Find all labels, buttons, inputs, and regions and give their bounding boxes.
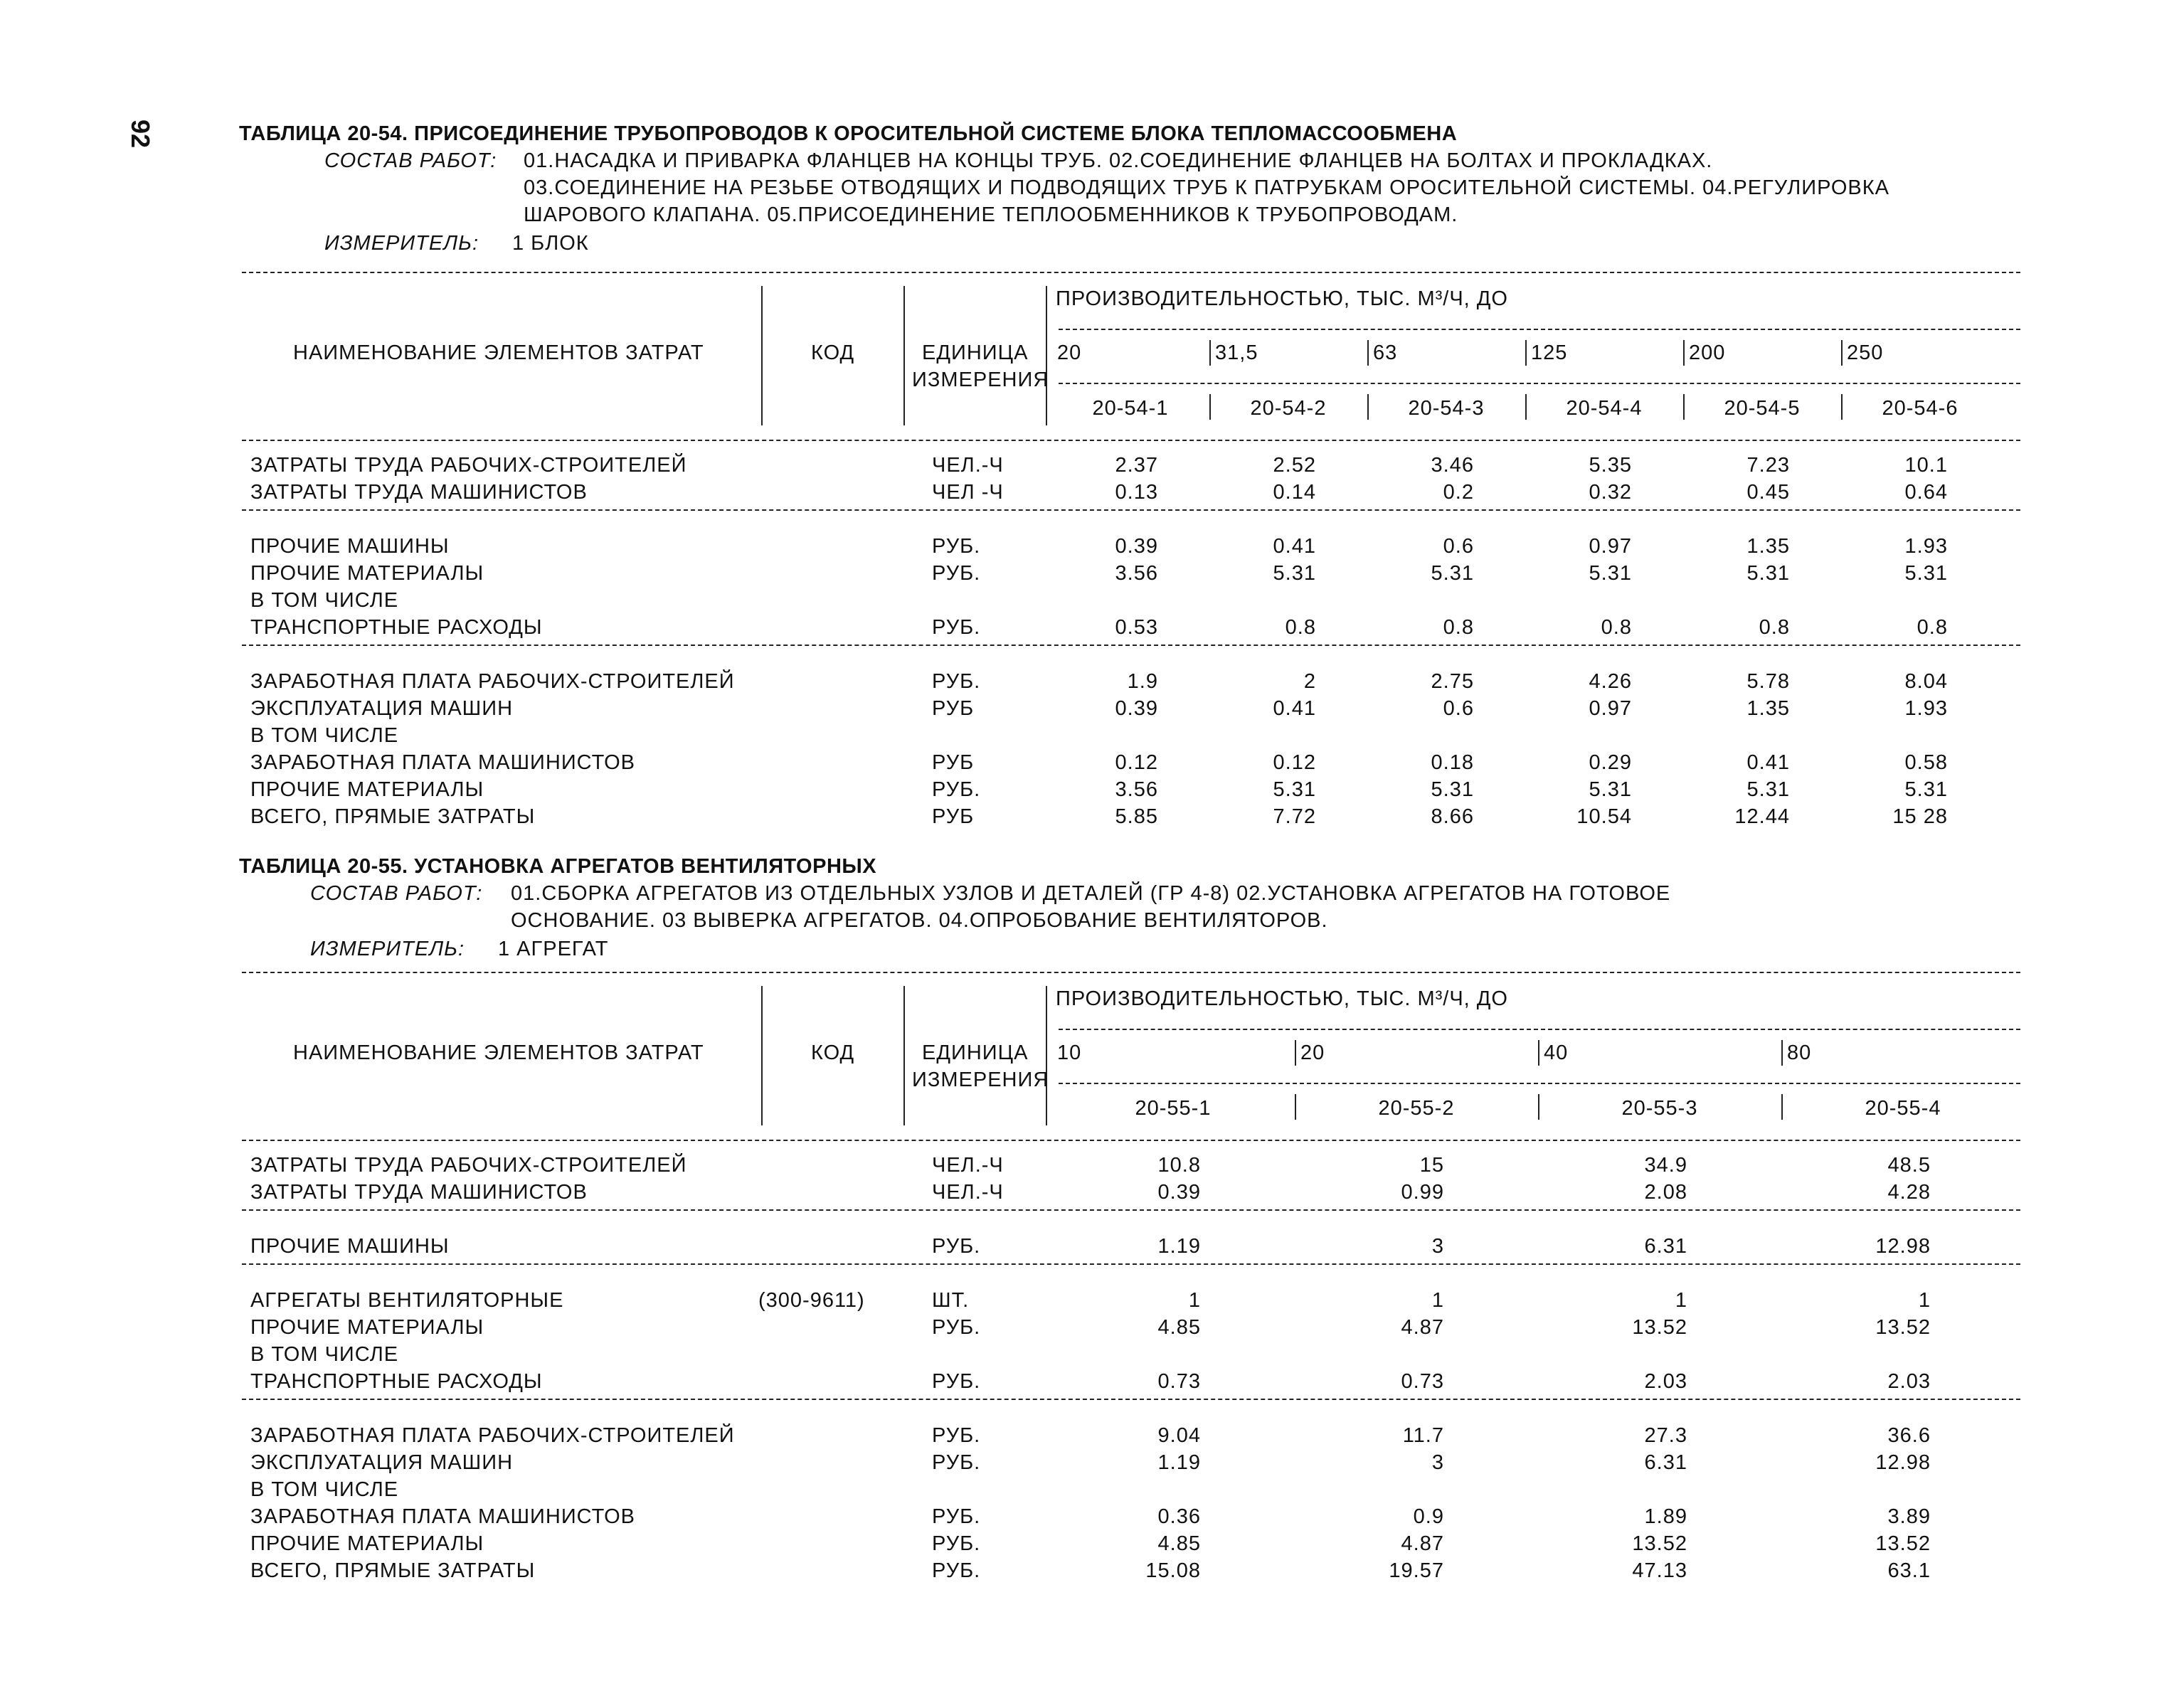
row-value: 0.36	[1157, 1505, 1201, 1528]
row-value: 5.31	[1431, 562, 1474, 585]
row-value: 7.23	[1746, 454, 1790, 477]
row-unit: РУБ	[932, 751, 975, 774]
row-unit: ЧЕЛ.-Ч	[932, 1154, 1004, 1177]
row-name: ЭКСПЛУАТАЦИЯ МАШИН	[250, 697, 514, 720]
column-bar	[1295, 1040, 1296, 1066]
row-value: 48.5	[1887, 1154, 1931, 1177]
table-row	[0, 1289, 2184, 1316]
row-name: ПРОЧИЕ МАТЕРИАЛЫ	[250, 1316, 484, 1339]
header-bar	[1046, 986, 1047, 1125]
row-value: 8.66	[1431, 805, 1474, 828]
table-row	[0, 670, 2184, 697]
row-value: 47.13	[1632, 1559, 1687, 1582]
row-value: 3.89	[1887, 1505, 1931, 1528]
header-name: НАИМЕНОВАНИЕ ЭЛЕМЕНТОВ ЗАТРАТ	[293, 341, 704, 364]
row-value: 1	[1188, 1289, 1201, 1312]
row-value: 5.31	[1589, 562, 1632, 585]
separator	[242, 1399, 2020, 1400]
row-value: 0.6	[1443, 535, 1474, 558]
row-value: 0.14	[1273, 481, 1316, 504]
row-value: 13.52	[1875, 1316, 1931, 1339]
row-value: 3	[1431, 1235, 1444, 1258]
row-value: 9.04	[1157, 1424, 1201, 1447]
row-name: ПРОЧИЕ МАТЕРИАЛЫ	[250, 562, 484, 585]
header-unit-1: ЕДИНИЦА	[922, 1041, 1029, 1064]
column-bar	[1525, 340, 1527, 366]
row-name: ПРОЧИЕ МАШИНЫ	[250, 1235, 450, 1258]
row-value: 1.19	[1157, 1451, 1201, 1474]
row-unit: ЧЕЛ.-Ч	[932, 454, 1004, 477]
row-value: 0.8	[1443, 616, 1474, 639]
header-column-code: 20-54-4	[1566, 397, 1643, 420]
row-value: 0.12	[1115, 751, 1158, 774]
row-value: 4.85	[1157, 1532, 1201, 1555]
row-unit: РУБ.	[932, 1559, 981, 1582]
header-size: 40	[1544, 1041, 1569, 1064]
table-row	[0, 589, 2184, 616]
row-value: 0.8	[1917, 616, 1948, 639]
table-row	[0, 1424, 2184, 1451]
row-name: ПРОЧИЕ МАШИНЫ	[250, 535, 450, 558]
table-row	[0, 1505, 2184, 1532]
column-bar	[1209, 394, 1211, 420]
row-unit: РУБ	[932, 697, 975, 720]
row-value: 1.93	[1904, 697, 1948, 720]
row-unit: РУБ.	[932, 1424, 981, 1447]
t2-works-line-2: ОСНОВАНИЕ. 03 ВЫВЕРКА АГРЕГАТОВ. 04.ОПРОБОВАНИЕ ВЕНТИЛЯТОРОВ.	[511, 909, 1328, 932]
row-value: 5.31	[1273, 562, 1316, 585]
t1-works-line-3: ШАРОВОГО КЛАПАНА. 05.ПРИСОЕДИНЕНИЕ ТЕПЛООБМЕННИКОВ К ТРУБОПРОВОДАМ.	[524, 203, 1458, 226]
column-bar	[1209, 340, 1211, 366]
row-value: 5.31	[1746, 778, 1790, 801]
row-name: В ТОМ ЧИСЛЕ	[250, 589, 399, 612]
column-bar	[1781, 1094, 1783, 1120]
header-capacity: ПРОИЗВОДИТЕЛЬНОСТЬЮ, ТЫС. М³/Ч, ДО	[1056, 287, 1508, 310]
row-unit: РУБ.	[932, 1451, 981, 1474]
row-value: 6.31	[1644, 1235, 1687, 1258]
row-value: 10.1	[1904, 454, 1948, 477]
row-unit: РУБ.	[932, 1235, 981, 1258]
row-name: ЗАТРАТЫ ТРУДА РАБОЧИХ-СТРОИТЕЛЕЙ	[250, 1154, 687, 1177]
row-name: ЗАРАБОТНАЯ ПЛАТА МАШИНИСТОВ	[250, 1505, 635, 1528]
separator	[242, 272, 2020, 273]
row-value: 0.39	[1115, 697, 1158, 720]
row-value: 1.89	[1644, 1505, 1687, 1528]
row-value: 0.58	[1904, 751, 1948, 774]
column-bar	[1683, 340, 1685, 366]
row-value: 1.35	[1746, 535, 1790, 558]
t1-works-label: СОСТАВ РАБОТ:	[324, 149, 497, 172]
separator	[242, 1263, 2020, 1265]
page-number: 92	[126, 120, 155, 149]
row-value: 1.19	[1157, 1235, 1201, 1258]
row-value: 6.31	[1644, 1451, 1687, 1474]
header-size: 31,5	[1215, 341, 1258, 364]
header-unit-2: ИЗМЕРЕНИЯ	[912, 1068, 1049, 1091]
separator	[242, 645, 2020, 646]
row-name: В ТОМ ЧИСЛЕ	[250, 1478, 399, 1501]
header-unit-1: ЕДИНИЦА	[922, 341, 1029, 364]
row-value: 5.31	[1904, 562, 1948, 585]
table-row	[0, 751, 2184, 778]
column-bar	[1781, 1040, 1783, 1066]
t1-measure-label: ИЗМЕРИТЕЛЬ:	[324, 232, 479, 255]
table-row	[0, 616, 2184, 643]
header-column-code: 20-54-3	[1408, 397, 1485, 420]
row-value: 0.6	[1443, 697, 1474, 720]
table-20-54-title: ТАБЛИЦА 20-54. ПРИСОЕДИНЕНИЕ ТРУБОПРОВОДОВ К ОРОСИТЕЛЬНОЙ СИСТЕМЕ БЛОКА ТЕПЛОМАССООБМЕНА	[239, 122, 1458, 145]
separator	[242, 972, 2020, 973]
table-row	[0, 1235, 2184, 1262]
row-value: 2	[1303, 670, 1316, 693]
row-value: 1	[1675, 1289, 1687, 1312]
header-bar	[761, 286, 763, 425]
row-name: ЗАРАБОТНАЯ ПЛАТА РАБОЧИХ-СТРОИТЕЛЕЙ	[250, 670, 735, 693]
table-row	[0, 1154, 2184, 1181]
column-bar	[1295, 1094, 1296, 1120]
row-value: 0.39	[1115, 535, 1158, 558]
separator	[1059, 1083, 2020, 1084]
row-value: 1.9	[1127, 670, 1158, 693]
row-value: 4.85	[1157, 1316, 1201, 1339]
table-row	[0, 1316, 2184, 1343]
table-row	[0, 778, 2184, 805]
row-value: 34.9	[1644, 1154, 1687, 1177]
header-bar	[903, 286, 905, 425]
table-row	[0, 562, 2184, 589]
row-name: АГРЕГАТЫ ВЕНТИЛЯТОРНЫЕ	[250, 1289, 564, 1312]
column-bar	[1841, 394, 1843, 420]
row-value: 8.04	[1904, 670, 1948, 693]
row-value: 3.46	[1431, 454, 1474, 477]
row-value: 0.2	[1443, 481, 1474, 504]
row-value: 5.31	[1904, 778, 1948, 801]
row-value: 2.75	[1431, 670, 1474, 693]
row-value: 1	[1918, 1289, 1931, 1312]
header-column-code: 20-54-1	[1092, 397, 1169, 420]
row-value: 7.72	[1273, 805, 1316, 828]
t1-measure-value: 1 БЛОК	[512, 232, 589, 255]
row-value: 5.31	[1273, 778, 1316, 801]
row-value: 12.98	[1875, 1451, 1931, 1474]
row-name: ЗАТРАТЫ ТРУДА МАШИНИСТОВ	[250, 481, 588, 504]
row-value: 5.78	[1746, 670, 1790, 693]
row-value: 5.85	[1115, 805, 1158, 828]
row-value: 0.8	[1601, 616, 1632, 639]
header-capacity: ПРОИЗВОДИТЕЛЬНОСТЬЮ, ТЫС. М³/Ч, ДО	[1056, 987, 1508, 1010]
row-unit: РУБ.	[932, 562, 981, 585]
row-name: ПРОЧИЕ МАТЕРИАЛЫ	[250, 778, 484, 801]
table-row	[0, 1478, 2184, 1505]
column-bar	[1367, 394, 1369, 420]
row-name: ЗАТРАТЫ ТРУДА РАБОЧИХ-СТРОИТЕЛЕЙ	[250, 454, 687, 477]
row-value: 2.37	[1115, 454, 1158, 477]
row-value: 1.35	[1746, 697, 1790, 720]
row-value: 2.52	[1273, 454, 1316, 477]
row-name: ЗАРАБОТНАЯ ПЛАТА МАШИНИСТОВ	[250, 751, 635, 774]
row-value: 0.8	[1285, 616, 1316, 639]
row-unit: ШТ.	[932, 1289, 970, 1312]
row-value: 63.1	[1887, 1559, 1931, 1582]
table-row	[0, 481, 2184, 508]
row-value: 15.08	[1145, 1559, 1201, 1582]
t1-works-line-1: 01.НАСАДКА И ПРИВАРКА ФЛАНЦЕВ НА КОНЦЫ ТРУБ. 02.СОЕДИНЕНИЕ ФЛАНЦЕВ НА БОЛТАХ И ПРОКЛАДКАХ.	[524, 149, 1713, 172]
row-value: 0.9	[1413, 1505, 1444, 1528]
column-bar	[1525, 394, 1527, 420]
header-size: 10	[1057, 1041, 1082, 1064]
header-size: 20	[1057, 341, 1082, 364]
column-bar	[1538, 1094, 1539, 1120]
column-bar	[1683, 394, 1685, 420]
row-name: ВСЕГО, ПРЯМЫЕ ЗАТРАТЫ	[250, 1559, 536, 1582]
row-value: 15	[1419, 1154, 1444, 1177]
header-column-code: 20-55-3	[1621, 1097, 1698, 1120]
row-unit: РУБ.	[932, 1505, 981, 1528]
row-value: 0.97	[1589, 697, 1632, 720]
column-bar	[1538, 1040, 1539, 1066]
header-unit-2: ИЗМЕРЕНИЯ	[912, 368, 1049, 391]
separator	[242, 1140, 2020, 1141]
header-bar	[903, 986, 905, 1125]
row-value: 3.56	[1115, 778, 1158, 801]
table-row	[0, 805, 2184, 832]
row-value: 12.98	[1875, 1235, 1931, 1258]
table-row	[0, 724, 2184, 751]
row-value: 4.26	[1589, 670, 1632, 693]
table-row	[0, 1559, 2184, 1586]
header-size: 63	[1373, 341, 1398, 364]
row-unit: РУБ.	[932, 535, 981, 558]
row-unit: РУБ.	[932, 670, 981, 693]
separator	[1059, 1029, 2020, 1030]
row-value: 13.52	[1632, 1532, 1687, 1555]
row-name: В ТОМ ЧИСЛЕ	[250, 724, 399, 747]
row-value: 19.57	[1389, 1559, 1444, 1582]
separator	[242, 440, 2020, 441]
separator	[242, 509, 2020, 511]
row-value: 36.6	[1887, 1424, 1931, 1447]
table-row	[0, 1532, 2184, 1559]
header-column-code: 20-55-1	[1135, 1097, 1212, 1120]
header-bar	[1046, 286, 1047, 425]
header-code: КОД	[811, 341, 855, 364]
row-value: 0.73	[1401, 1370, 1444, 1393]
row-name: ЗАТРАТЫ ТРУДА МАШИНИСТОВ	[250, 1181, 588, 1204]
header-column-code: 20-55-4	[1865, 1097, 1941, 1120]
t2-measure-label: ИЗМЕРИТЕЛЬ:	[310, 938, 465, 960]
row-value: 10.8	[1157, 1154, 1201, 1177]
table-row	[0, 454, 2184, 481]
row-value: 11.7	[1402, 1424, 1444, 1447]
header-bar	[761, 986, 763, 1125]
row-value: 4.28	[1887, 1181, 1931, 1204]
row-value: 12.44	[1734, 805, 1790, 828]
row-name: ЗАРАБОТНАЯ ПЛАТА РАБОЧИХ-СТРОИТЕЛЕЙ	[250, 1424, 735, 1447]
row-value: 15 28	[1892, 805, 1948, 828]
row-value: 0.39	[1157, 1181, 1201, 1204]
table-row	[0, 1451, 2184, 1478]
row-value: 3.56	[1115, 562, 1158, 585]
row-value: 0.13	[1115, 481, 1158, 504]
separator	[242, 1209, 2020, 1211]
row-value: 0.41	[1273, 535, 1316, 558]
table-row	[0, 1181, 2184, 1208]
row-value: 0.12	[1273, 751, 1316, 774]
column-bar	[1367, 340, 1369, 366]
row-unit: РУБ.	[932, 1316, 981, 1339]
row-value: 0.53	[1115, 616, 1158, 639]
t2-works-label: СОСТАВ РАБОТ:	[310, 882, 483, 905]
row-unit: РУБ	[932, 805, 975, 828]
row-value: 1.93	[1904, 535, 1948, 558]
header-size: 250	[1847, 341, 1884, 364]
header-column-code: 20-55-2	[1378, 1097, 1455, 1120]
header-column-code: 20-54-5	[1724, 397, 1801, 420]
table-row	[0, 535, 2184, 562]
row-value: 0.41	[1746, 751, 1790, 774]
row-value: 0.18	[1431, 751, 1474, 774]
row-value: 0.97	[1589, 535, 1632, 558]
header-code: КОД	[811, 1041, 855, 1064]
t1-works-line-2: 03.СОЕДИНЕНИЕ НА РЕЗЬБЕ ОТВОДЯЩИХ И ПОДВОДЯЩИХ ТРУБ К ПАТРУБКАМ ОРОСИТЕЛЬНОЙ СИСТЕМЫ. 04.РЕГУЛИРОВКА	[524, 176, 1889, 199]
row-value: 10.54	[1576, 805, 1632, 828]
row-value: 0.32	[1589, 481, 1632, 504]
separator	[1059, 383, 2020, 384]
row-value: 1	[1431, 1289, 1444, 1312]
row-value: 0.99	[1401, 1181, 1444, 1204]
row-value: 5.35	[1589, 454, 1632, 477]
row-unit: РУБ.	[932, 616, 981, 639]
row-name: ЭКСПЛУАТАЦИЯ МАШИН	[250, 1451, 514, 1474]
table-row	[0, 697, 2184, 724]
row-name: В ТОМ ЧИСЛЕ	[250, 1343, 399, 1366]
table-row	[0, 1343, 2184, 1370]
row-value: 0.41	[1273, 697, 1316, 720]
row-unit: ЧЕЛ -Ч	[932, 481, 1004, 504]
row-value: 3	[1431, 1451, 1444, 1474]
row-value: 2.03	[1887, 1370, 1931, 1393]
row-unit: ЧЕЛ.-Ч	[932, 1181, 1004, 1204]
header-column-code: 20-54-6	[1882, 397, 1958, 420]
row-value: 5.31	[1746, 562, 1790, 585]
table-row	[0, 1370, 2184, 1397]
row-value: 27.3	[1644, 1424, 1687, 1447]
row-unit: РУБ.	[932, 1370, 981, 1393]
row-name: ВСЕГО, ПРЯМЫЕ ЗАТРАТЫ	[250, 805, 536, 828]
row-name: ПРОЧИЕ МАТЕРИАЛЫ	[250, 1532, 484, 1555]
table-20-55-title: ТАБЛИЦА 20-55. УСТАНОВКА АГРЕГАТОВ ВЕНТИЛЯТОРНЫХ	[239, 855, 877, 878]
separator	[1059, 329, 2020, 330]
row-value: 4.87	[1401, 1532, 1444, 1555]
row-value: 0.29	[1589, 751, 1632, 774]
row-value: 0.45	[1746, 481, 1790, 504]
row-value: 0.8	[1759, 616, 1790, 639]
row-value: 5.31	[1431, 778, 1474, 801]
header-column-code: 20-54-2	[1250, 397, 1327, 420]
row-name: ТРАНСПОРТНЫЕ РАСХОДЫ	[250, 616, 543, 639]
row-value: 4.87	[1401, 1316, 1444, 1339]
header-size: 80	[1787, 1041, 1812, 1064]
row-value: 2.08	[1644, 1181, 1687, 1204]
header-size: 20	[1300, 1041, 1325, 1064]
row-unit: РУБ.	[932, 1532, 981, 1555]
row-unit: РУБ.	[932, 778, 981, 801]
row-value: 5.31	[1589, 778, 1632, 801]
row-value: 0.64	[1904, 481, 1948, 504]
header-size: 200	[1689, 341, 1726, 364]
row-value: 13.52	[1875, 1532, 1931, 1555]
row-code: (300-9611)	[758, 1289, 865, 1312]
row-value: 0.73	[1157, 1370, 1201, 1393]
row-name: ТРАНСПОРТНЫЕ РАСХОДЫ	[250, 1370, 543, 1393]
row-value: 2.03	[1644, 1370, 1687, 1393]
header-name: НАИМЕНОВАНИЕ ЭЛЕМЕНТОВ ЗАТРАТ	[293, 1041, 704, 1064]
t2-measure-value: 1 АГРЕГАТ	[498, 938, 609, 960]
column-bar	[1841, 340, 1843, 366]
t2-works-line-1: 01.СБОРКА АГРЕГАТОВ ИЗ ОТДЕЛЬНЫХ УЗЛОВ И ДЕТАЛЕЙ (ГР 4-8) 02.УСТАНОВКА АГРЕГАТОВ НА ГОТОВОЕ	[511, 882, 1671, 905]
header-size: 125	[1531, 341, 1568, 364]
row-value: 13.52	[1632, 1316, 1687, 1339]
